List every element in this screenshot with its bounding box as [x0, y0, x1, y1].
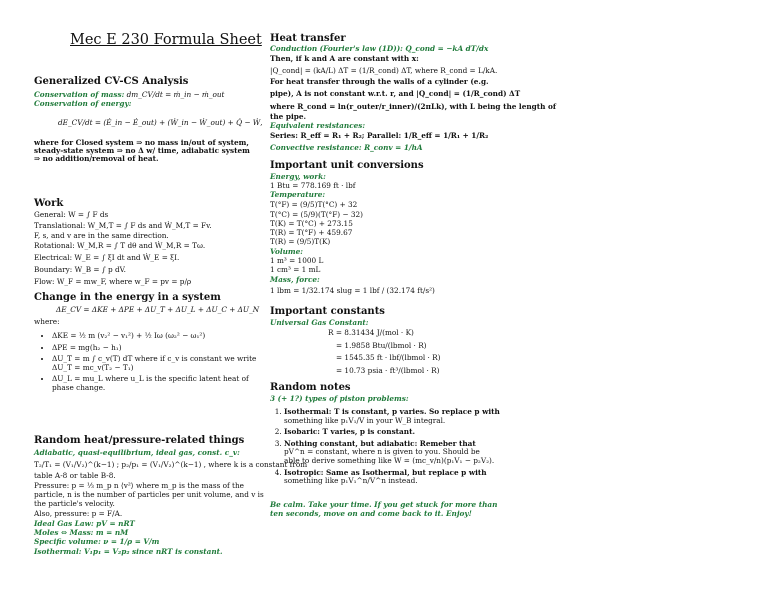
energy-bullet-list [38, 332, 256, 396]
unit-temp-label: Temperature: [270, 190, 326, 199]
cv-note-3: ⇒ no addition/removal of heat. [34, 154, 159, 163]
notes-piston-label: 3 (+ 1?) types of piston problems: [270, 394, 409, 403]
notes-calm: Be calm. Take your time. If you get stuck for more than [270, 500, 498, 509]
ht-cylinder-2: pipe), A is not constant w.r.t. r, and |Q_cond| = (1/R_cond) ΔT [270, 89, 521, 98]
ht-cylinder-3: where R_cond = ln(r_outer/r_inner)/(2πLk), with L being the length of [270, 102, 556, 111]
unit-volume-2: 1 cm³ = 1 mL [270, 265, 321, 274]
constants-gas-label: Universal Gas Constant: [270, 318, 369, 327]
heat-moles-mass: Moles ⇔ Mass: m = nM [34, 528, 129, 537]
ht-conduction-3: |Q_cond| = (kA/L) ΔT = (1/R_cond) ΔT, where R_cond = L/kA. [270, 66, 498, 75]
work-electrical: Electrical: W_E = ∫ ξI dt and Ẇ_E = ξI. [34, 253, 180, 262]
unit-volume-1: 1 m³ = 1000 L [270, 256, 324, 265]
change-where: where: [34, 317, 60, 326]
heat-transfer-heading: Heat transfer [270, 33, 346, 44]
bullet-ke: • ΔKE = ½ m (v₂² − v₁²) + ½ Iω (ω₂² − ω₁²) [52, 332, 256, 341]
notes-item-adiabatic: 3. Nothing constant, but adiabatic: Remeber that pV^n = constant, where n is given to you. Should be able to derive something like W = (mc_v/n)(p₁V₁ − p₂V₂). [284, 440, 500, 466]
cv-heading: Generalized CV-CS Analysis [34, 76, 189, 87]
heat-pressure-2: particle, n is the number of particles per unit volume, and v is [34, 490, 264, 499]
heat-ideal-gas: Ideal Gas Law: pV = nRT [34, 519, 135, 528]
change-heading: Change in the energy in a system [34, 292, 221, 303]
ht-series-parallel: Series: R_eff = R₁ + R₂; Parallel: 1/R_eff = 1/R₁ + 1/R₂ [270, 131, 489, 140]
notes-item-isotropic: 4. Isotropic: Same as Isothermal, but replace p with something like p₁V₁^n/V^n instead. [284, 469, 500, 486]
page-title: Mec E 230 Formula Sheet [70, 32, 262, 48]
unit-temp-3: T(K) = T(°C) + 273.15 [270, 219, 353, 228]
constants-r1: R = 8.31434 J/(mol · K) [328, 328, 414, 337]
heat-pressure: Pressure: p = ⅓ m_p n ⟨v²⟩ where m_p is the mass of the [34, 481, 244, 490]
heat-isothermal: Isothermal: V₁p₁ = V₂p₂ since nRT is constant. [34, 547, 223, 556]
cv-note-2: steady-state system ⇒ no Δ w/ time, adiabatic system [34, 146, 250, 155]
unit-temp-5: T(R) = (9/5)T(K) [270, 237, 331, 246]
ht-conduction-2: Then, if k and A are constant with x: [270, 54, 419, 63]
cv-energy-eq: dE_CV/dt = (Ė_in − Ė_out) + (Ẇ_in − Ẇ_out) + Q̇ − Ẇ, [58, 118, 263, 127]
bullet-pe: • ΔPE = mg(h₂ − h₁) [52, 344, 256, 353]
constants-r4: = 10.73 psia · ft³/(lbmol · R) [336, 366, 440, 375]
notes-item-isobaric: 2. Isobaric: T varies, p is constant. [284, 428, 500, 437]
bullet-ut: • ΔU_T = m ∫ c_v(T) dT where if c_v is constant we write ΔU_T = mc_v(T₂ − T₁) [52, 355, 256, 372]
change-eq: ΔE_CV = ΔKE + ΔPE + ΔU_T + ΔU_L + ΔU_C + ΔU_N [56, 305, 260, 314]
unit-temp-4: T(R) = T(°F) + 459.67 [270, 228, 353, 237]
unit-temp-1: T(°F) = (9/5)T(°C) + 32 [270, 200, 358, 209]
constants-heading: Important constants [270, 306, 385, 317]
notes-item-isothermal: 1. Isothermal: T is constant, p varies. So replace p with something like p₁V₁/V in your W_B integral. [284, 408, 500, 425]
cv-mass-label: Conservation of mass: [34, 90, 125, 99]
heat-specific-volume: Specific volume: ν = 1/ρ = V/m [34, 537, 160, 546]
work-translational: Translational: W_M,T = ∫ F ds and Ẇ_M,T = Fv. [34, 221, 212, 230]
notes-calm-2: ten seconds, move on and come back to it. Enjoy! [270, 509, 472, 518]
notes-list [268, 408, 500, 489]
constants-r2: = 1.9858 Btu/(lbmol · R) [336, 341, 427, 350]
work-rotational: Rotational: W_M,R = ∫ T dθ and Ẇ_M,R = Tω. [34, 241, 206, 250]
unit-lbm: 1 lbm = 1/32.174 slug = 1 lbf / (32.174 ft/s²) [270, 286, 435, 295]
constants-r3: = 1545.35 ft · lbf/(lbmol · R) [336, 353, 441, 362]
ht-cylinder-4: the pipe. [270, 112, 307, 121]
cv-mass-eq: dm_CV/dt = ṁ_in − ṁ_out [126, 90, 225, 99]
cv-note-1: where for Closed system ⇒ no mass in/out of system, [34, 138, 249, 147]
unit-btu: 1 Btu = 778.169 ft · lbf [270, 181, 356, 190]
ht-conduction: Conduction (Fourier's law (1D)): Q_cond = −kA dT/dx [270, 44, 489, 53]
unit-energy-label: Energy, work: [270, 172, 326, 181]
ht-convective: Convective resistance: R_conv = 1/hA [270, 143, 423, 152]
notes-heading: Random notes [270, 382, 351, 393]
work-heading: Work [34, 198, 64, 209]
heat-heading: Random heat/pressure-related things [34, 435, 245, 446]
ht-equivalent: Equivalent resistances: [270, 121, 366, 130]
heat-pressure-3: the particle's velocity. [34, 499, 115, 508]
bullet-ul: • ΔU_L = mu_L where u_L is the specific latent heat of phase change. [52, 375, 256, 392]
unit-temp-2: T(°C) = (5/9)(T(°F) − 32) [270, 210, 363, 219]
work-general: General: W = ∫ F ds [34, 210, 109, 219]
work-flow: Flow: W_F = mw_F, where w_F = pv = p/ρ [34, 277, 192, 286]
heat-adiabatic-table: table A-8 or table B-8. [34, 471, 116, 480]
heat-also-pressure: Also, pressure: p = F/A. [34, 509, 123, 518]
ht-cylinder: For heat transfer through the walls of a cylinder (e.g. [270, 77, 489, 86]
cv-energy-label: Conservation of energy: [34, 99, 132, 108]
unit-mass-label: Mass, force: [270, 275, 320, 284]
work-translational-note: F, s, and v are in the same direction. [34, 231, 169, 240]
heat-adiabatic-eq: T₂/T₁ = (V₁/V₂)^(k−1) ; p₂/p₁ = (V₁/V₂)^(k−1) , where k is a constant from [34, 460, 308, 469]
unit-heading: Important unit conversions [270, 160, 424, 171]
unit-volume-label: Volume: [270, 247, 303, 256]
heat-adiabatic: Adiabatic, quasi-equilibrium, ideal gas, const. c_v: [34, 448, 240, 457]
work-boundary: Boundary: W_B = ∫ p dV. [34, 265, 126, 274]
